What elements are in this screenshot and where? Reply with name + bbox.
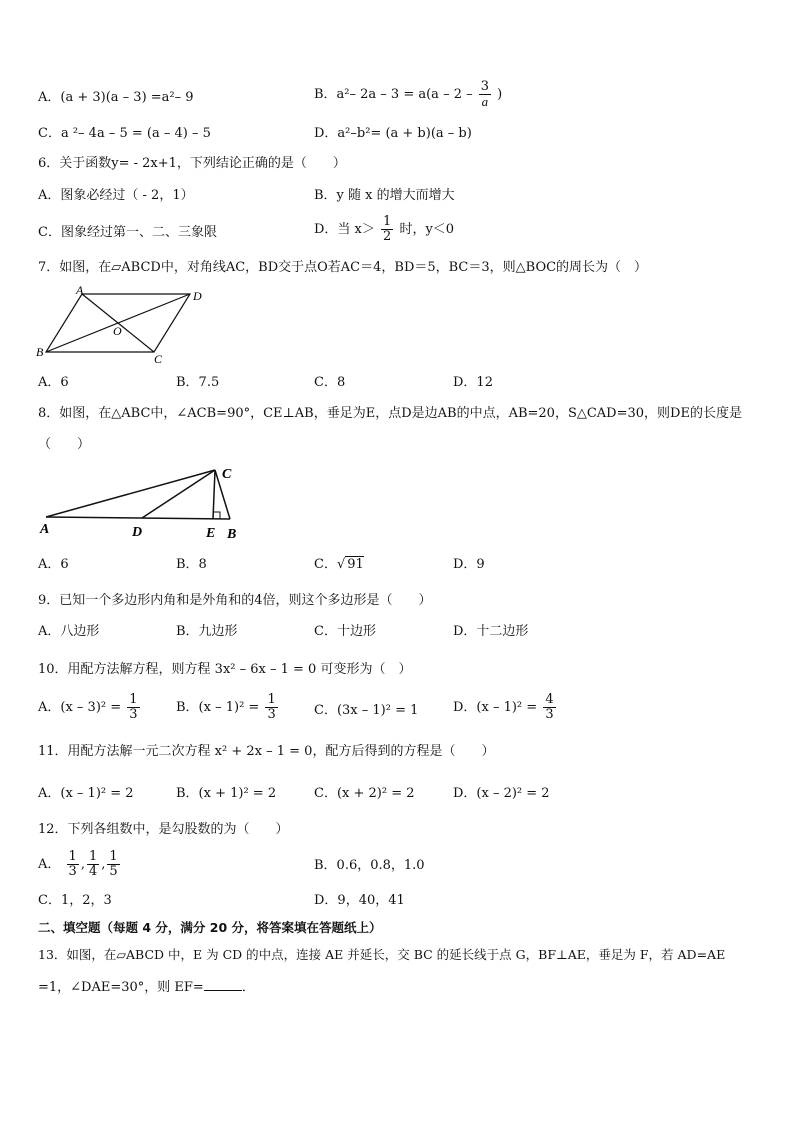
q8-stem: 8．如图，在△ABC中，∠ACB=90°，CE⊥AB，垂足为E，点D是边AB的中点，AB=20，S△CAD=30，则DE的长度是 bbox=[38, 406, 742, 421]
label-a: A bbox=[40, 522, 50, 537]
q12-option-a-label: A． bbox=[38, 857, 61, 872]
q7-option-a: A．6 bbox=[38, 375, 69, 390]
q8-triangle-figure bbox=[36, 462, 246, 544]
q7-option-b: B．7.5 bbox=[176, 375, 220, 390]
q13-line-1: 13．如图，在▱ABCD 中，E 为 CD 的中点，连接 AE 并延长，交 BC 的延长线于点 G，BF⊥AE，垂足为 F，若 AD=AE bbox=[38, 947, 726, 962]
q9-option-b: B．九边形 bbox=[176, 624, 238, 639]
fraction-denominator: 3 bbox=[68, 864, 77, 879]
q11-option-b: B．(x + 1)² = 2 bbox=[176, 786, 277, 801]
q10-option-a bbox=[38, 693, 142, 722]
fraction-denominator: 4 bbox=[88, 864, 98, 879]
label-o: O bbox=[113, 324, 122, 338]
label-c: C bbox=[154, 352, 163, 366]
q9-option-a: A．八边形 bbox=[38, 624, 100, 639]
q9-option-c: C．十边形 bbox=[314, 624, 376, 639]
q10-option-b bbox=[176, 693, 280, 722]
q12-option-c: C．1，2，3 bbox=[38, 893, 112, 908]
fraction-numerator: 1 bbox=[129, 692, 138, 707]
q12-option-b: B．0.6，0.8，1.0 bbox=[314, 858, 425, 873]
q5-option-b-fraction bbox=[479, 80, 491, 109]
fraction-denominator: 5 bbox=[109, 864, 118, 879]
q13-line-2 bbox=[38, 978, 255, 997]
fraction-numerator: 4 bbox=[545, 692, 554, 707]
q5-option-b-close: ) bbox=[497, 87, 503, 102]
q7-stem: 7．如图，在▱ABCD中，对角线AC，BD交于点O若AC＝4，BD＝5，BC＝3，则△BOC的周长为（ ） bbox=[38, 260, 648, 275]
q8-option-c: C．√ 91 bbox=[314, 557, 364, 572]
q5-option-a: A．(a + 3)(a – 3) =a²– 9 bbox=[38, 90, 194, 105]
right-angle-mark bbox=[213, 512, 220, 519]
q10-option-d bbox=[453, 693, 558, 722]
label-a: A bbox=[76, 284, 84, 297]
q5-option-b-text: B．a²– 2a – 3 = a(a – 2 – bbox=[314, 87, 473, 102]
q6-option-d-fraction bbox=[381, 215, 393, 244]
q6-option-d-tail: 时，y＜0 bbox=[399, 222, 455, 237]
fraction-denominator: 3 bbox=[267, 707, 276, 722]
label-b: B bbox=[227, 527, 237, 542]
q8-option-d: D．9 bbox=[453, 557, 485, 572]
q12-option-a-fraction-1 bbox=[67, 850, 79, 879]
q9-option-d: D．十二边形 bbox=[453, 624, 529, 639]
q6-option-d bbox=[314, 215, 454, 244]
q7-option-c: C．8 bbox=[314, 375, 346, 390]
label-e: E bbox=[206, 526, 216, 541]
q5-option-c: C．a ²– 4a – 5 = (a – 4) – 5 bbox=[38, 126, 211, 141]
fraction-denominator: 3 bbox=[545, 707, 554, 722]
answer-blank[interactable] bbox=[204, 978, 242, 991]
q10-option-b-fraction bbox=[265, 693, 277, 722]
q6-option-a: A．图象必经过（ - 2，1） bbox=[38, 188, 194, 203]
side-ab bbox=[46, 517, 230, 519]
fraction-numerator: 3 bbox=[480, 79, 490, 94]
fraction-denominator: a bbox=[481, 94, 489, 109]
q6-option-d-text: D．当 x＞ bbox=[314, 222, 375, 237]
fraction-numerator: 1 bbox=[68, 849, 77, 864]
label-b: B bbox=[36, 345, 44, 359]
q12-stem: 12．下列各组数中，是勾股数的为（ ） bbox=[38, 822, 289, 837]
label-c: C bbox=[222, 467, 232, 482]
q7-option-d: D．12 bbox=[453, 375, 493, 390]
q9-stem: 9．已知一个多边形内角和是外角和的4倍，则这个多边形是（ ） bbox=[38, 593, 432, 608]
q12-option-a: A． $\frac{1}{3}$ , $\frac{1}{4}$ , $\frac{1}{5}$ bbox=[38, 849, 118, 879]
diagonal-bd bbox=[46, 294, 190, 352]
q10-option-d-fraction bbox=[543, 693, 555, 722]
section-2-title: 二、填空题（每题 4 分，满分 20 分，将答案填在答题纸上） bbox=[38, 920, 382, 935]
q6-option-b: B．y 随 x 的增大而增大 bbox=[314, 188, 455, 203]
label-d: D bbox=[193, 289, 202, 303]
label-d: D bbox=[132, 525, 143, 540]
q11-stem: 11．用配方法解一元二次方程 x² + 2x – 1 = 0，配方后得到的方程是（ ） bbox=[38, 744, 495, 759]
fraction-numerator: 1 bbox=[88, 849, 98, 864]
q10-stem: 10．用配方法解方程，则方程 3x² – 6x – 1 = 0 可变形为（ ） bbox=[38, 662, 412, 677]
q6-option-c: C．图象经过第一、二、三象限 bbox=[38, 225, 217, 240]
q10-option-c: C．(3x – 1)² = 1 bbox=[314, 703, 419, 718]
q12-option-a-fraction-2 bbox=[87, 850, 99, 879]
median-cd bbox=[142, 470, 215, 518]
q8-option-a: A．6 bbox=[38, 557, 69, 572]
q11-option-c: C．(x + 2)² = 2 bbox=[314, 786, 415, 801]
q8-option-c-radicand: 91 bbox=[347, 557, 364, 572]
q8-option-c-label: C． bbox=[314, 557, 337, 572]
fraction-numerator: 1 bbox=[383, 214, 392, 229]
side-ac bbox=[46, 470, 215, 517]
q10-option-a-fraction bbox=[127, 693, 139, 722]
q10-option-a-text: A．(x – 3)² = bbox=[38, 700, 122, 715]
q12-option-a-fraction-3 bbox=[107, 850, 119, 879]
q6-stem: 6．关于函数y= - 2x+1，下列结论正确的是（ ） bbox=[38, 156, 346, 171]
q11-option-a: A．(x – 1)² = 2 bbox=[38, 786, 134, 801]
fraction-numerator: 1 bbox=[267, 692, 276, 707]
q5-option-b bbox=[314, 80, 502, 109]
q10-option-b-text: B．(x – 1)² = bbox=[176, 700, 260, 715]
q5-option-d: D．a²–b²= (a + b)(a – b) bbox=[314, 126, 472, 141]
q8-stem-paren: （ ） bbox=[38, 437, 91, 452]
fraction-numerator: 1 bbox=[109, 849, 118, 864]
q13-line-2-text: =1，∠DAE=30°，则 EF= bbox=[38, 980, 204, 995]
q12-option-d: D．9，40，41 bbox=[314, 893, 405, 908]
fraction-denominator: 3 bbox=[129, 707, 138, 722]
q10-option-d-text: D．(x – 1)² = bbox=[453, 700, 538, 715]
q13-line-2-end: ． bbox=[241, 980, 255, 995]
q8-option-b: B．8 bbox=[176, 557, 207, 572]
q7-parallelogram-figure bbox=[34, 284, 224, 366]
fraction-denominator: 2 bbox=[383, 229, 392, 244]
q11-option-d: D．(x – 2)² = 2 bbox=[453, 786, 550, 801]
